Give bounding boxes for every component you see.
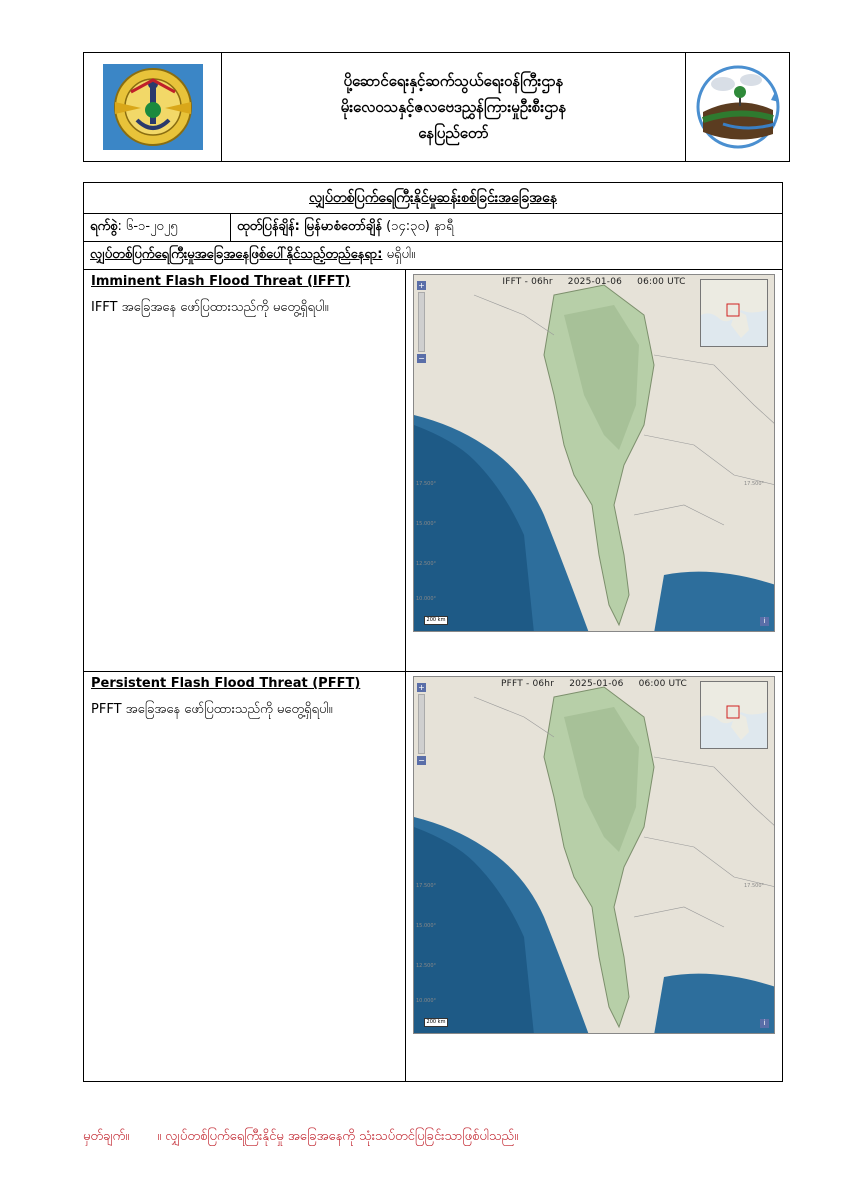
footnote-text: ။ လျှပ်တစ်ပြက်ရေကြီးနိုင်မှု အခြေအနေကို သုံးသပ်တင်ပြခြင်းသာဖြစ်ပါသည်။ xyxy=(157,1129,519,1144)
pfft-title: Persistent Flash Flood Threat (PFFT) xyxy=(91,676,361,691)
right-logo-cell xyxy=(685,53,789,161)
left-logo-cell xyxy=(84,53,222,161)
zoom-in-icon[interactable]: + xyxy=(418,683,425,692)
svg-text:10.000°: 10.000° xyxy=(416,596,436,602)
svg-text:17.500°: 17.500° xyxy=(744,481,764,487)
issue-time-cell xyxy=(231,214,782,241)
ifft-map-date: 2025-01-06 xyxy=(567,277,623,287)
report-table xyxy=(83,182,783,1082)
pfft-map-product: PFFT - 06hr xyxy=(500,679,555,689)
svg-text:15.000°: 15.000° xyxy=(416,521,436,527)
status-label: လျှပ်တစ်ပြက်ရေကြီးမှုအခြေအနေဖြစ်ပေါ်နိုင်သည့်တည်နေရာ: xyxy=(90,247,383,262)
pfft-zoom-control[interactable] xyxy=(417,683,426,783)
svg-text:12.500°: 12.500° xyxy=(416,561,436,567)
ifft-title: Imminent Flash Flood Threat (IFFT) xyxy=(91,274,351,289)
status-row xyxy=(84,242,782,270)
zoom-slider[interactable] xyxy=(418,694,425,754)
report-info-row xyxy=(84,214,782,242)
ifft-map-product: IFFT - 06hr xyxy=(502,277,553,287)
date-cell xyxy=(84,214,231,241)
pfft-info-icon[interactable]: i xyxy=(760,1019,769,1028)
issue-time-value: (၁၄:၃၀) နာရီ xyxy=(386,219,454,234)
report-title: လျှပ်တစ်ပြက်ရေကြီးနိုင်မှုဆန်းစစ်ခြင်းအခြေအနေ xyxy=(84,183,782,214)
ministry-name: ပို့ဆောင်ရေးနှင့်ဆက်သွယ်ရေးဝန်ကြီးဌာန xyxy=(343,72,564,90)
date-value: : ၆-၁-၂၀၂၅ xyxy=(117,219,178,234)
status-value: မရှိပါ။ xyxy=(386,247,416,262)
svg-text:17.500°: 17.500° xyxy=(744,883,764,889)
letterhead xyxy=(83,52,790,162)
ministry-emblem-icon xyxy=(101,62,205,152)
pfft-locator-inset xyxy=(700,681,768,749)
pfft-section xyxy=(84,672,782,1081)
hydrology-logo-icon xyxy=(693,62,783,152)
zoom-out-icon[interactable]: − xyxy=(418,354,425,363)
pfft-scale-bar: 200 km xyxy=(424,1018,448,1027)
zoom-out-icon[interactable]: − xyxy=(418,756,425,765)
footnote xyxy=(83,1128,518,1147)
pfft-description: PFFT အခြေအနေ ဖော်ပြထားသည်ကို မတွေ့ရှိရပါ။ xyxy=(91,702,333,717)
svg-text:12.500°: 12.500° xyxy=(416,963,436,969)
ifft-text-cell xyxy=(84,270,406,671)
ifft-scale-bar: 200 km xyxy=(424,616,448,625)
ifft-map xyxy=(413,274,775,632)
pfft-map-time: 06:00 UTC xyxy=(638,679,688,689)
svg-text:17.500°: 17.500° xyxy=(416,481,436,487)
department-name: မိုးလေဝသနှင့်ဇလဗေဒညွှန်ကြားမှုဦးစီးဌာန xyxy=(340,98,567,116)
pfft-map xyxy=(413,676,775,1034)
svg-text:15.000°: 15.000° xyxy=(416,923,436,929)
pfft-map-cell xyxy=(406,672,782,1081)
ifft-map-time: 06:00 UTC xyxy=(637,277,686,287)
header-title xyxy=(222,53,685,161)
ifft-zoom-control[interactable] xyxy=(417,281,426,381)
pfft-map-date: 2025-01-06 xyxy=(569,679,624,689)
pfft-text-cell xyxy=(84,672,406,1081)
date-label: ရက်စွဲ xyxy=(90,219,118,234)
svg-text:10.000°: 10.000° xyxy=(416,998,436,1004)
ifft-section xyxy=(84,270,782,672)
city-name: နေပြည်တော် xyxy=(418,124,489,142)
svg-text:17.500°: 17.500° xyxy=(416,883,436,889)
footnote-label: မှတ်ချက်။ xyxy=(83,1129,130,1144)
ifft-map-cell xyxy=(406,270,782,671)
zoom-slider[interactable] xyxy=(418,292,425,352)
ifft-locator-inset xyxy=(700,279,768,347)
ifft-description: IFFT အခြေအနေ ဖော်ပြထားသည်ကို မတွေ့ရှိရပါ။ xyxy=(91,300,329,315)
issue-time-label: ထုတ်ပြန်ချိန်: မြန်မာစံတော်ချိန် xyxy=(237,219,382,234)
ifft-info-icon[interactable]: i xyxy=(760,617,769,626)
zoom-in-icon[interactable]: + xyxy=(418,281,425,290)
